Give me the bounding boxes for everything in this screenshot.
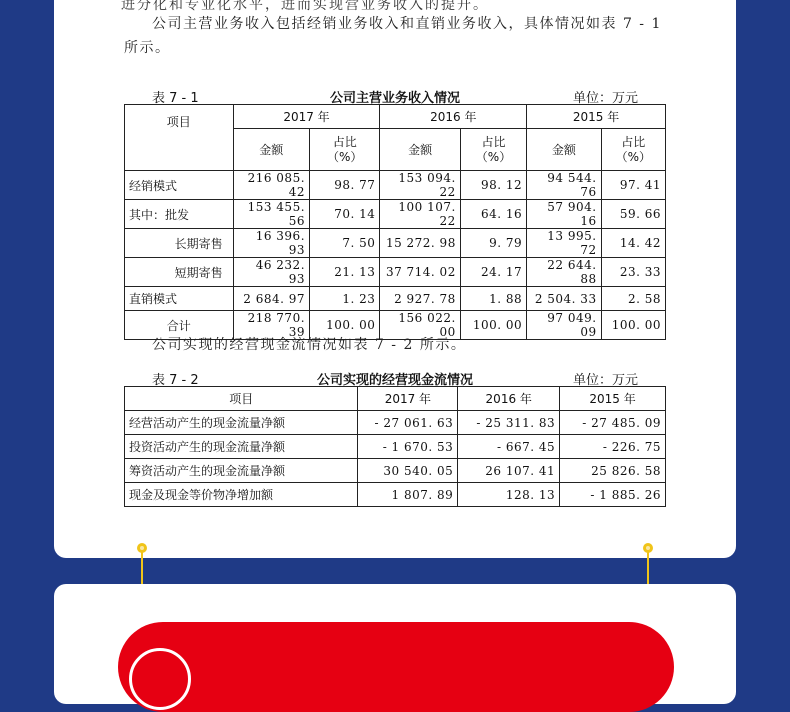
cell-value: 153 094. 22	[380, 171, 460, 200]
table1-header-share	[460, 129, 526, 171]
cell-value: 216 085. 42	[233, 171, 309, 200]
cell-value: 24. 17	[460, 258, 526, 287]
table2-header-row	[125, 387, 666, 411]
table-row	[125, 200, 666, 229]
row-label: 长期寄售	[125, 229, 234, 258]
table2-unit: 单位：万元	[572, 373, 638, 388]
table1-header-year: 2015 年	[527, 105, 666, 129]
table1-header-amount: 金额	[233, 129, 309, 171]
cell-value: 13 995. 72	[527, 229, 601, 258]
row-label: 其中：批发	[125, 200, 234, 229]
cell-value: 16 396. 93	[233, 229, 309, 258]
cell-value: 100 107. 22	[380, 200, 460, 229]
table-row	[125, 229, 666, 258]
cell-value: 26 107. 41	[458, 459, 560, 483]
cell-value: 1. 23	[310, 287, 380, 311]
row-label: 现金及现金等价物净增加额	[125, 483, 358, 507]
row-label: 投资活动产生的现金流量净额	[125, 435, 358, 459]
share-line2: （%）	[327, 149, 363, 164]
cell-value: 14. 42	[601, 229, 665, 258]
row-label: 经销模式	[125, 171, 234, 200]
table1-number: 表 7 - 1	[152, 91, 199, 106]
row-label: 直销模式	[125, 287, 234, 311]
row-label: 短期寄售	[125, 258, 234, 287]
table1-header-year: 2016 年	[380, 105, 527, 129]
cut-off-text-line	[121, 0, 541, 4]
cell-value: 30 540. 05	[358, 459, 458, 483]
table2	[124, 386, 666, 507]
share-line2: （%）	[475, 149, 512, 164]
table1-header-amount: 金额	[380, 129, 460, 171]
banner-circle-icon	[129, 648, 191, 710]
table1-header-amount: 金额	[527, 129, 601, 171]
table1-header-share	[310, 129, 380, 171]
table-row	[125, 483, 666, 507]
cell-value: 128. 13	[458, 483, 560, 507]
row-label: 筹资活动产生的现金流量净额	[125, 459, 358, 483]
cell-value: 100. 00	[601, 311, 665, 340]
table2-caption	[152, 369, 638, 387]
table2-title: 公司实现的经营现金流情况	[316, 373, 473, 388]
table-row	[125, 258, 666, 287]
cell-value: 2 684. 97	[233, 287, 309, 311]
cell-value: 218 770. 39	[233, 311, 309, 340]
cell-value: - 667. 45	[458, 435, 560, 459]
table2-header-year: 2015 年	[560, 387, 666, 411]
table-row	[125, 459, 666, 483]
table1-header-year: 2017 年	[233, 105, 380, 129]
cell-value: 57 904. 16	[527, 200, 601, 229]
share-line1: 占比	[481, 134, 506, 149]
cell-value: 1. 88	[460, 287, 526, 311]
intro-paragraph-1-line2: 所示。	[124, 40, 171, 56]
table-row	[125, 287, 666, 311]
cell-value: 37 714. 02	[380, 258, 460, 287]
row-label: 经营活动产生的现金流量净额	[125, 411, 358, 435]
cell-value: 98. 77	[310, 171, 380, 200]
table-row	[125, 171, 666, 200]
table2-number: 表 7 - 2	[152, 373, 199, 388]
cell-value: - 226. 75	[560, 435, 666, 459]
cell-value: 21. 13	[310, 258, 380, 287]
intro-paragraph-1	[124, 12, 684, 60]
cell-value: 94 544. 76	[527, 171, 601, 200]
cell-value: 100. 00	[310, 311, 380, 340]
table-row	[125, 411, 666, 435]
cell-value: 2. 58	[601, 287, 665, 311]
cell-value: 22 644. 88	[527, 258, 601, 287]
share-line1: 占比	[621, 134, 646, 149]
cell-value: 2 504. 33	[527, 287, 601, 311]
cell-value: - 25 311. 83	[458, 411, 560, 435]
cell-value: - 27 061. 63	[358, 411, 458, 435]
table1-caption	[152, 87, 638, 105]
cell-value: 97. 41	[601, 171, 665, 200]
cell-value: 46 232. 93	[233, 258, 309, 287]
cell-value: 98. 12	[460, 171, 526, 200]
intro-paragraph-2: 公司实现的经营现金流情况如表 7 - 2 所示。	[152, 337, 467, 353]
cell-value: 7. 50	[310, 229, 380, 258]
table1-header-share	[601, 129, 665, 171]
cell-value: 64. 16	[460, 200, 526, 229]
table-row	[125, 435, 666, 459]
cell-value: 25 826. 58	[560, 459, 666, 483]
red-section-banner	[118, 622, 674, 712]
table1-header-item: 项目	[125, 105, 234, 171]
cell-value: 1 807. 89	[358, 483, 458, 507]
intro-paragraph-1-line1: 公司主营业务收入包括经销业务收入和直销业务收入，具体情况如表 7 - 1	[152, 16, 662, 32]
table2-header-year: 2017 年	[358, 387, 458, 411]
cell-value: 100. 00	[460, 311, 526, 340]
cell-value: 23. 33	[601, 258, 665, 287]
cell-value: 59. 66	[601, 200, 665, 229]
cell-value: 2 927. 78	[380, 287, 460, 311]
table1-header-row-years	[125, 105, 666, 129]
share-line2: （%）	[615, 149, 651, 164]
table1-unit: 单位：万元	[572, 91, 638, 106]
table1	[124, 104, 666, 340]
cell-value: 9. 79	[460, 229, 526, 258]
table2-header-year: 2016 年	[458, 387, 560, 411]
table2-header-item: 项目	[125, 387, 358, 411]
cell-value: 153 455. 56	[233, 200, 309, 229]
share-line1: 占比	[332, 134, 357, 149]
cell-value: 15 272. 98	[380, 229, 460, 258]
row-label: 合计	[125, 311, 234, 340]
table1-title: 公司主营业务收入情况	[329, 91, 460, 106]
cell-value: 70. 14	[310, 200, 380, 229]
cell-value: - 27 485. 09	[560, 411, 666, 435]
cell-value: 97 049. 09	[527, 311, 601, 340]
cell-value: - 1 670. 53	[358, 435, 458, 459]
cell-value: 156 022. 00	[380, 311, 460, 340]
cell-value: - 1 885. 26	[560, 483, 666, 507]
